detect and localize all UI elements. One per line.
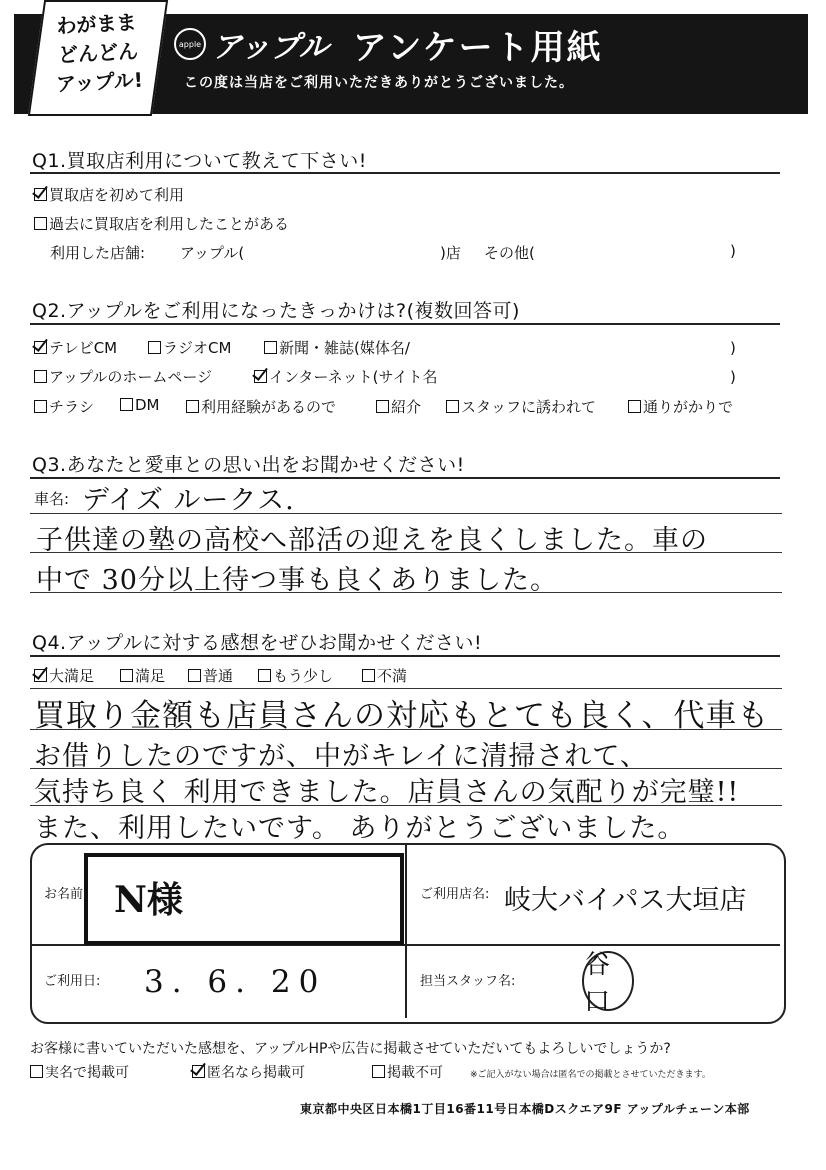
consent-anonymous[interactable]	[192, 1062, 305, 1082]
consent-option-label: 実名で掲載可	[45, 1065, 129, 1081]
q4-option-label: 不満	[377, 667, 408, 685]
checkbox[interactable]	[628, 400, 641, 413]
q2-option-dm[interactable]	[120, 396, 160, 414]
q2-option-newspaper[interactable]	[264, 337, 410, 358]
q2-option-label: 利用経験があるので	[201, 398, 337, 416]
q2-option-label: 紹介	[391, 398, 422, 416]
q1-option-label: 買取店を初めて利用	[49, 186, 185, 204]
q1-other-suffix: )	[730, 242, 736, 260]
checkbox[interactable]	[376, 400, 389, 413]
q4-title: Q4.アップルに対する感想をぜひお聞かせください!	[32, 632, 483, 654]
staff-seal-stamp: 谷口	[582, 951, 634, 1011]
q2-option-label: チラシ	[49, 398, 95, 416]
consent-option-label: 掲載不可	[387, 1065, 443, 1081]
q3-car-label: 車名:	[34, 490, 70, 508]
q2-option-label: テレビCM	[49, 339, 118, 357]
apple-logo-icon: apple	[174, 28, 206, 60]
store-name-field[interactable]: 岐大バイパス大垣店	[504, 885, 747, 916]
checkbox[interactable]	[120, 398, 133, 411]
q2-option-homepage[interactable]	[34, 366, 212, 387]
q2-option-internet[interactable]	[254, 366, 437, 387]
q3-ruled-line	[30, 592, 782, 593]
checkbox[interactable]	[362, 669, 375, 682]
brand-name: アップル	[212, 30, 329, 65]
q4-option-label: もう少し	[273, 667, 334, 685]
q4-option-so-so[interactable]	[258, 665, 333, 686]
checkbox[interactable]	[30, 1065, 43, 1078]
checkbox[interactable]	[120, 669, 133, 682]
q3-car-name[interactable]: デイズ ルークス.	[82, 485, 295, 516]
q4-answer-line-1[interactable]: 買取り金額も店員さんの対応もとても良く、代車も	[34, 698, 770, 734]
company-address: 東京都中央区日本橋1丁目16番11号日本橋Dスクエア9F アップルチェーン本部	[300, 1102, 750, 1116]
checkbox[interactable]	[264, 341, 277, 354]
slogan-line-2: どんどん	[57, 38, 139, 68]
q4-option-very-satisfied[interactable]	[34, 665, 94, 686]
q3-ruled-line	[30, 552, 782, 553]
q1-title: Q1.買取店利用について教えて下さい!	[32, 150, 367, 172]
q3-title: Q3.あなたと愛車との思い出をお聞かせください!	[32, 454, 465, 476]
q2-option-passing-by[interactable]	[628, 396, 733, 417]
staff-label: 担当スタッフ名:	[420, 974, 516, 989]
checkbox-checked[interactable]	[34, 669, 47, 682]
slogan-text	[46, 7, 150, 99]
q4-ruled-line	[30, 729, 782, 730]
q1-apple-store-prefix: アップル(	[180, 244, 245, 262]
checkbox[interactable]	[34, 400, 47, 413]
checkbox[interactable]	[186, 400, 199, 413]
q4-ruled-line	[30, 768, 782, 769]
consent-not-allowed[interactable]	[372, 1062, 443, 1082]
page-title: アンケート用紙	[352, 27, 603, 68]
q1-option-label: 過去に買取店を利用したことがある	[49, 215, 290, 233]
name-label: お名前	[44, 887, 84, 902]
checkbox[interactable]	[446, 400, 459, 413]
q4-answer-line-2[interactable]: お借りしたのですが、中がキレイに清掃されて、	[34, 741, 648, 772]
consent-option-label: 匿名なら掲載可	[207, 1065, 305, 1081]
q4-option-label: 大満足	[49, 667, 95, 685]
checkbox-checked[interactable]	[34, 341, 47, 354]
q2-option-experience[interactable]	[186, 396, 336, 417]
q4-option-satisfied[interactable]	[120, 665, 165, 686]
checkbox[interactable]	[372, 1065, 385, 1078]
q2-option-flyer[interactable]	[34, 396, 94, 417]
q2-option-label: スタッフに誘われて	[461, 398, 597, 416]
q1-option-used-before[interactable]	[34, 213, 289, 234]
q2-row1-close: )	[730, 339, 736, 357]
checkbox-checked[interactable]	[192, 1065, 205, 1078]
slogan-line-3: アップル!	[55, 67, 144, 97]
q2-option-radio-cm[interactable]	[148, 337, 231, 358]
checkbox[interactable]	[188, 669, 201, 682]
q1-divider	[30, 172, 780, 174]
consent-real-name[interactable]	[30, 1062, 129, 1082]
customer-name: N様	[114, 879, 183, 921]
consent-note: ※ご記入がない場合は匿名での掲載とさせていただきます。	[470, 1070, 711, 1080]
q3-ruled-line	[30, 513, 782, 514]
header-subtitle: この度は当店をご利用いただきありがとうございました。	[184, 75, 574, 91]
q2-option-label: アップルのホームページ	[49, 368, 213, 386]
q4-ruled-line	[30, 688, 782, 689]
q3-answer-line-1[interactable]: 子供達の塾の高校へ部活の迎えを良くしました。車の	[36, 525, 708, 556]
q2-option-label: DM	[135, 396, 160, 414]
q1-other-prefix: その他(	[484, 244, 535, 262]
q2-row2-close: )	[730, 368, 736, 386]
q4-divider	[30, 655, 780, 657]
q1-apple-store-suffix: )店	[440, 244, 461, 262]
q4-option-normal[interactable]	[188, 665, 233, 686]
store-label: ご利用店名:	[420, 887, 490, 902]
q2-option-referral[interactable]	[376, 396, 421, 417]
q2-option-label: インターネット(サイト名	[269, 368, 438, 386]
consent-question: お客様に書いていただいた感想を、アップルHPや広告に掲載させていただいてもよろしいでしょうか?	[30, 1041, 671, 1057]
q4-option-label: 満足	[135, 667, 166, 685]
q4-answer-line-4[interactable]: また、利用したいです。 ありがとうございました。	[34, 813, 686, 844]
brand-logo	[174, 24, 603, 68]
date-field[interactable]: 3. 6. 20	[144, 964, 327, 1000]
panel-divider-vertical	[405, 845, 407, 1018]
checkbox[interactable]	[258, 669, 271, 682]
q4-answer-line-3[interactable]: 気持ち良く 利用できました。店員さんの気配りが完璧!!	[34, 777, 740, 808]
q2-option-label: 通りがかりで	[643, 398, 734, 416]
q2-title: Q2.アップルをご利用になったきっかけは?(複数回答可)	[32, 300, 520, 322]
q1-store-label: 利用した店舗:	[50, 244, 146, 262]
q2-option-label: ラジオCM	[163, 339, 232, 357]
slogan-line-1: わがまま	[55, 9, 138, 39]
checkbox[interactable]	[34, 370, 47, 383]
q2-option-staff-invite[interactable]	[446, 396, 596, 417]
q2-option-label: 新聞・雑誌(媒体名/	[279, 339, 410, 357]
q1-option-first-time[interactable]	[34, 184, 184, 205]
q4-option-unsatisfied[interactable]	[362, 665, 407, 686]
checkbox[interactable]	[34, 217, 47, 230]
q2-divider	[30, 323, 780, 325]
q3-answer-line-2[interactable]: 中で 30分以上待つ事も良くありました。	[36, 565, 558, 596]
q4-option-label: 普通	[203, 667, 234, 685]
checkbox-checked[interactable]	[254, 370, 267, 383]
q2-option-tv-cm[interactable]	[34, 337, 117, 358]
date-label: ご利用日:	[44, 974, 101, 989]
checkbox-checked[interactable]	[34, 188, 47, 201]
checkbox[interactable]	[148, 341, 161, 354]
